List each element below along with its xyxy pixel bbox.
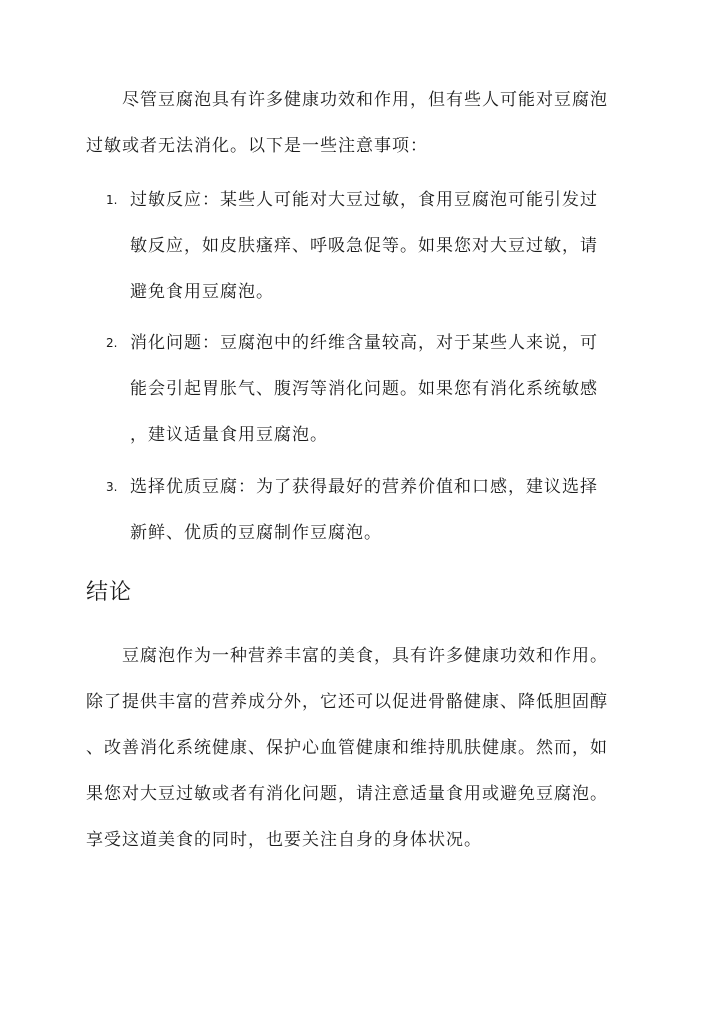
list-item-line: 过敏反应：某些人可能对大豆过敏，食用豆腐泡可能引发过: [130, 190, 598, 210]
list-number: 1.: [106, 193, 118, 207]
list-number: 2.: [106, 336, 118, 350]
list-item-line: 敏反应，如皮肤瘙痒、呼吸急促等。如果您对大豆过敏，请: [130, 236, 598, 256]
list-item-line: 消化问题：豆腐泡中的纤维含量较高，对于某些人来说，可: [130, 333, 598, 353]
list-number: 3.: [106, 480, 118, 494]
intro-line: 过敏或者无法消化。以下是一些注意事项：: [86, 136, 428, 156]
list-item-line: 选择优质豆腐：为了获得最好的营养价值和口感，建议选择: [130, 477, 598, 497]
list-item-quality: [106, 477, 626, 569]
conclusion-heading: 结论: [86, 580, 133, 605]
conclusion-paragraph: [86, 646, 646, 876]
intro-line: 尽管豆腐泡具有许多健康功效和作用，但有些人可能对豆腐泡: [122, 90, 608, 110]
list-item-line: 避免食用豆腐泡。: [130, 282, 274, 302]
list-item-digestion: [106, 333, 626, 471]
conclusion-line: 除了提供丰富的营养成分外，它还可以促进骨骼健康、降低胆固醇: [86, 692, 608, 712]
intro-paragraph: [86, 90, 646, 182]
list-item-line: 能会引起胃胀气、腹泻等消化问题。如果您有消化系统敏感: [130, 379, 598, 399]
list-item-allergy: [106, 190, 626, 328]
conclusion-line: 、改善消化系统健康、保护心血管健康和维持肌肤健康。然而，如: [86, 738, 608, 758]
conclusion-line: 果您对大豆过敏或者有消化问题，请注意适量食用或避免豆腐泡。: [86, 784, 608, 804]
list-item-line: ，建议适量食用豆腐泡。: [130, 425, 328, 445]
conclusion-line: 享受这道美食的同时，也要关注自身的身体状况。: [86, 830, 482, 850]
list-item-line: 新鲜、优质的豆腐制作豆腐泡。: [130, 523, 382, 543]
conclusion-line: 豆腐泡作为一种营养丰富的美食，具有许多健康功效和作用。: [122, 646, 608, 666]
